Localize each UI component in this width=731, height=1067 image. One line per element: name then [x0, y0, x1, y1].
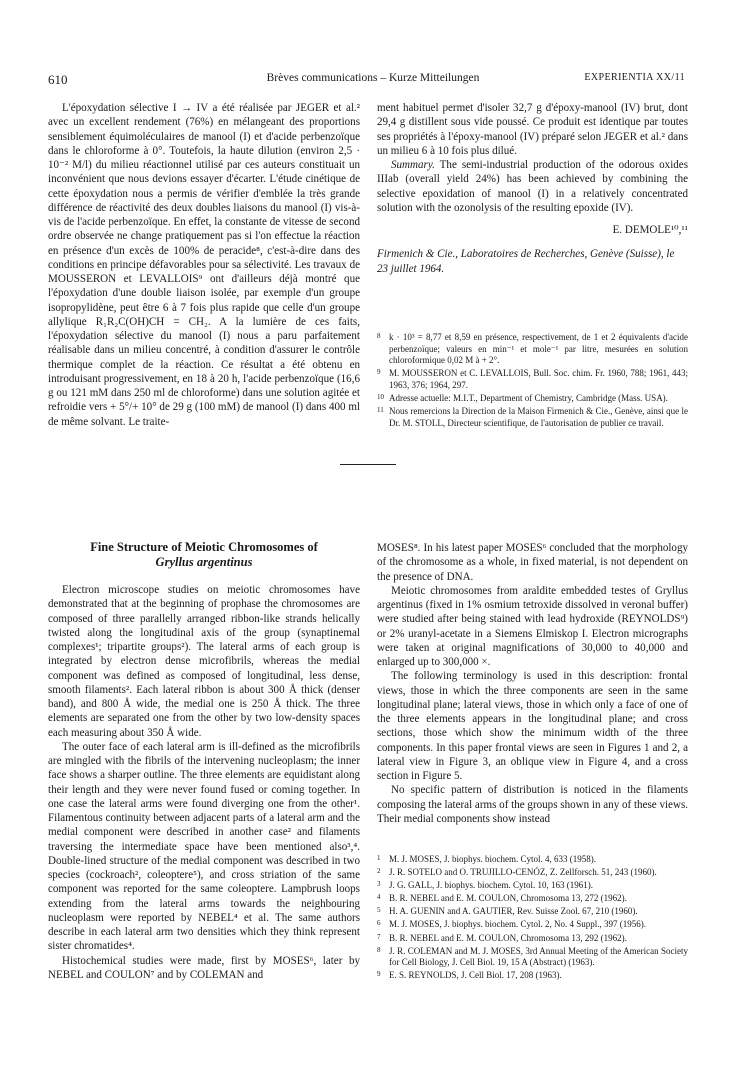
footnote-text: M. MOUSSERON et C. LEVALLOIS, Bull. Soc. chim. Fr. 1960, 788; 1961, 443; 1963, 376; 1964, 297.: [389, 368, 688, 390]
article-right-column: [377, 541, 688, 826]
footnote-2: [377, 867, 688, 879]
body-paragraph: The outer face of each lateral arm is ill-defined as the microfibrils are mingled with the fibrils of the intervening nucleoplasm; the inner face shows a sharper outline. The three elements are equidistant along their length and they were never found fused or coming together. In one case the lateral arms were found diverging one from the other¹. Filamentous continuity between adjacent parts of a lateral arm and the medial component were described in another case² and filaments traversing the intermediate space have been mentioned also³,⁴. Double-lined structure of the medial component was described in two species (cockroach², coleoptere⁵), and cross striation of the same component was reported for the same coleoptere. Lampbrush loops extending from the lateral arms towards the neighbouring nucleoplasm were reported by NEBEL⁴ et al. The same authors describe in each lateral arm two densities which they think represent sister chromatides⁴.: [48, 740, 360, 953]
footnote-1: [377, 854, 688, 866]
footnote-7: [377, 933, 688, 945]
body-paragraph: The following terminology is used in this description: frontal views, those in which the three components are seen in the same longitudinal plane; lateral views, those in which only a face of one of the three elements appears in the longitudinal plane; and cross sections, those which show the minimum width of the three components. In this paper frontal views are seen in Figures 1 and 2, a lateral view in Figure 3, an oblique view in Figure 4, and a cross section in Figure 5.: [377, 670, 688, 782]
summary-text: The semi-industrial production of the odorous oxides IIIab (overall yield 24%) has been achieved by combining the selective epoxidation of manool (I) in a relatively concentrated solution with the ozonolysis of the resulting epoxide (IV).: [377, 159, 688, 214]
footnote-text: B. R. NEBEL and E. M. COULON, Chromosoma 13, 292 (1962).: [389, 932, 627, 943]
footnote-text: E. S. REYNOLDS, J. Cell Biol. 17, 208 (1963).: [389, 970, 562, 981]
body-paragraph: Histochemical studies were made, first by MOSES⁶, later by NEBEL and COULON⁷ and by COLEMAN and: [48, 954, 360, 981]
summary-paragraph: [377, 158, 688, 215]
footnote-5: [377, 906, 688, 918]
footnote-marker: 6: [377, 919, 381, 928]
footnote-marker: 11: [377, 406, 384, 415]
footnote-4: [377, 893, 688, 905]
footnote-marker: 9: [377, 368, 381, 377]
journal-title: EXPERIENTIA XX/11: [584, 72, 685, 83]
footnote-8: [377, 946, 688, 969]
footnote-marker: 2: [377, 867, 381, 876]
footnote-marker: 3: [377, 880, 381, 889]
footnote-text: M. J. MOSES, J. biophys. biochem. Cytol. 4, 633 (1958).: [389, 854, 597, 864]
body-paragraph: No specific pattern of distribution is noticed in the filaments composing the lateral arms of the groups shown in any of these views. Their medial components show instead: [377, 784, 688, 825]
page-number: 610: [48, 72, 68, 87]
author-affiliation: Firmenich & Cie., Laboratoires de Recherches, Genève (Suisse), le 23 juillet 1964.: [377, 248, 675, 275]
footnote-text: M. J. MOSES, J. biophys. biochem. Cytol. 2, No. 4 Suppl., 397 (1956).: [389, 919, 647, 930]
footnote-marker: 10: [377, 392, 384, 401]
footnote-text: Adresse actuelle: M.I.T., Department of Chemistry, Cambridge (Mass. USA).: [389, 392, 668, 403]
article-title: [48, 540, 360, 570]
body-paragraph: Meiotic chromosomes from araldite embedded testes of Gryllus argentinus (fixed in 1% osmium tetroxide dissolved in veronal buffer) were studied after being stained with lead hydroxide (REYNOLDS⁹) or 2% uranyl-acetate in a Siemens Elmiskop I. Electron micrographs were taken at original magnifications of 30,000 to 40,000 and enlarged up to 300,000 ×.: [377, 584, 688, 668]
footnote-text: Nous remercions la Direction de la Maison Firmenich & Cie., Genève, ainsi que le Dr. M. STOLL, Directeur scientifique, de l'autorisation de publier ce travail.: [389, 406, 688, 428]
top-right-column: [377, 101, 688, 276]
footnote-text: J. R. SOTELO and O. TRUJILLO-CENÓZ, Z. Zellforsch. 51, 243 (1960).: [389, 867, 657, 878]
article-title-line-2: Gryllus argentinus: [155, 555, 253, 569]
body-paragraph: L'époxydation sélective I → IV a été réalisée par JEGER et al.² avec un excellent rendement (76%) en mélangeant des proportions sensiblement équimoléculaires de manool (I) et d'acide perbenzoïque dans le chloroforme à 0°. Toutefois, la haute dilution (environ 2,5 · 10⁻² M/l) du milieu réactionnel utilisé par ces auteurs constituait un inconvénient que nous devions essayer d'écarter. L'étude cinétique de cette époxydation nous a permis de vérifier d'emblée la très grande différence de réactivité des deux doubles liaisons du manool (I) vis-à-vis de l'acide perbenzoïque. En effet, la constante de vitesse de second ordre observée ne change pratiquement pas si l'on effectue la réaction en présence d'un excès de 100% de peracide⁸, c'est-à-dire dans des conditions en principe défavorables pour sa sélectivité. Les travaux de MOUSSERON et LEVALLOIS⁹ ont d'ailleurs déjà montré que l'époxydation d'une double liaison isolée, par exemple d'un groupe isopropylidène, peut être 6 à 7 fois plus rapide que celle d'un groupe allylique R₁R₂C(OH)CH = CH₂. A la lumière de ces faits, l'époxydation sélective du manool (I) nous a paru parfaitement réalisable dans un milieu concentré, à condition d'assurer le contrôle thermique complet de la réaction. Ce résultat a été obtenu en introduisant progressivement, en 18 à 20 h, l'acide perbenzoïque (16,6 g ou 121 mM dans 250 ml de chloroforme) dans une solution agitée et refroidie vers + 5°/+ 10° de 29 g (100 mM) de manool (I) dans 400 ml de même solvant. Le traite-: [48, 102, 360, 428]
top-left-column: [48, 101, 360, 429]
footnote-10: [377, 393, 688, 405]
footnote-marker: 5: [377, 906, 381, 915]
footnote-9: [377, 970, 688, 982]
footnote-text: k · 10³ = 8,77 et 8,59 en présence, respectivement, de 1 et 2 équivalents d'acide perbenzoïque; valeurs en min⁻¹ et mole⁻¹ par litre, mesurées en solution chloroformique 0,02 M à + 2°.: [389, 332, 688, 366]
section-divider: [340, 464, 396, 465]
summary-label: Summary.: [391, 159, 435, 171]
footnote-text: H. A. GUENIN and A. GAUTIER, Rev. Suisse Zool. 67, 210 (1960).: [389, 906, 638, 917]
footnote-11: [377, 406, 688, 429]
body-paragraph: ment habituel permet d'isoler 32,7 g d'époxy-manool (IV) brut, dont 29,4 g distillent sous vide poussé. Ce produit est identique par toutes ses propriétés à l'époxy-manool (IV) préparé selon JEGER et al.² dans un milieu 6 à 10 fois plus dilué.: [377, 102, 688, 157]
footnote-text: J. G. GALL, J. biophys. biochem. Cytol. 10, 163 (1961).: [389, 880, 593, 891]
footnote-marker: 4: [377, 893, 381, 902]
footnote-8: [377, 332, 688, 367]
running-title: Brèves communications – Kurze Mitteilungen: [266, 72, 480, 84]
footnote-3: [377, 880, 688, 892]
article-footnotes: [377, 854, 688, 983]
footnote-marker: 1: [377, 854, 381, 862]
article-title-line-1: Fine Structure of Meiotic Chromosomes of: [90, 540, 318, 554]
footnote-text: B. R. NEBEL and E. M. COULON, Chromosoma 13, 272 (1962).: [389, 893, 627, 904]
body-paragraph: MOSES⁸. In his latest paper MOSES⁶ concluded that the morphology of the chromosome as a whole, in fixed material, is not dependent on the presence of DNA.: [377, 542, 688, 583]
footnote-marker: 7: [377, 932, 381, 941]
top-footnotes: [377, 332, 688, 431]
footnote-6: [377, 919, 688, 931]
article-left-column: [48, 583, 360, 982]
footnote-text: J. R. COLEMAN and M. J. MOSES, 3rd Annual Meeting of the American Society for Cell Biology, J. Cell Biol. 19, 15 A (Abstract) (1963).: [389, 945, 688, 968]
body-paragraph: Electron microscope studies on meiotic chromosomes have demonstrated that at the beginning of prophase the chromosomes are composed of three parallelly arranged ribbon-like strands helically twisted along the longitudinal axis of the group (synaptinemal complexes¹; tripartite groups²). The lateral arms of each group is integrated by electron dense microfibrils, whereas the medial component was defined as composed of longitudinal, less dense, smooth filaments². Each lateral ribbon is about 300 Å thick (denser band), and 800 Å wide, the medial one is 250 Å thick. The three elements are separated one from the other by two low-density spaces each measuring about 350 Å wide.: [48, 584, 360, 739]
footnote-9: [377, 368, 688, 391]
footnote-marker: 9: [377, 970, 381, 979]
footnote-marker: 8: [377, 945, 381, 954]
footnote-marker: 8: [377, 332, 381, 340]
author-signature: E. DEMOLE¹⁰,¹¹: [612, 224, 688, 236]
